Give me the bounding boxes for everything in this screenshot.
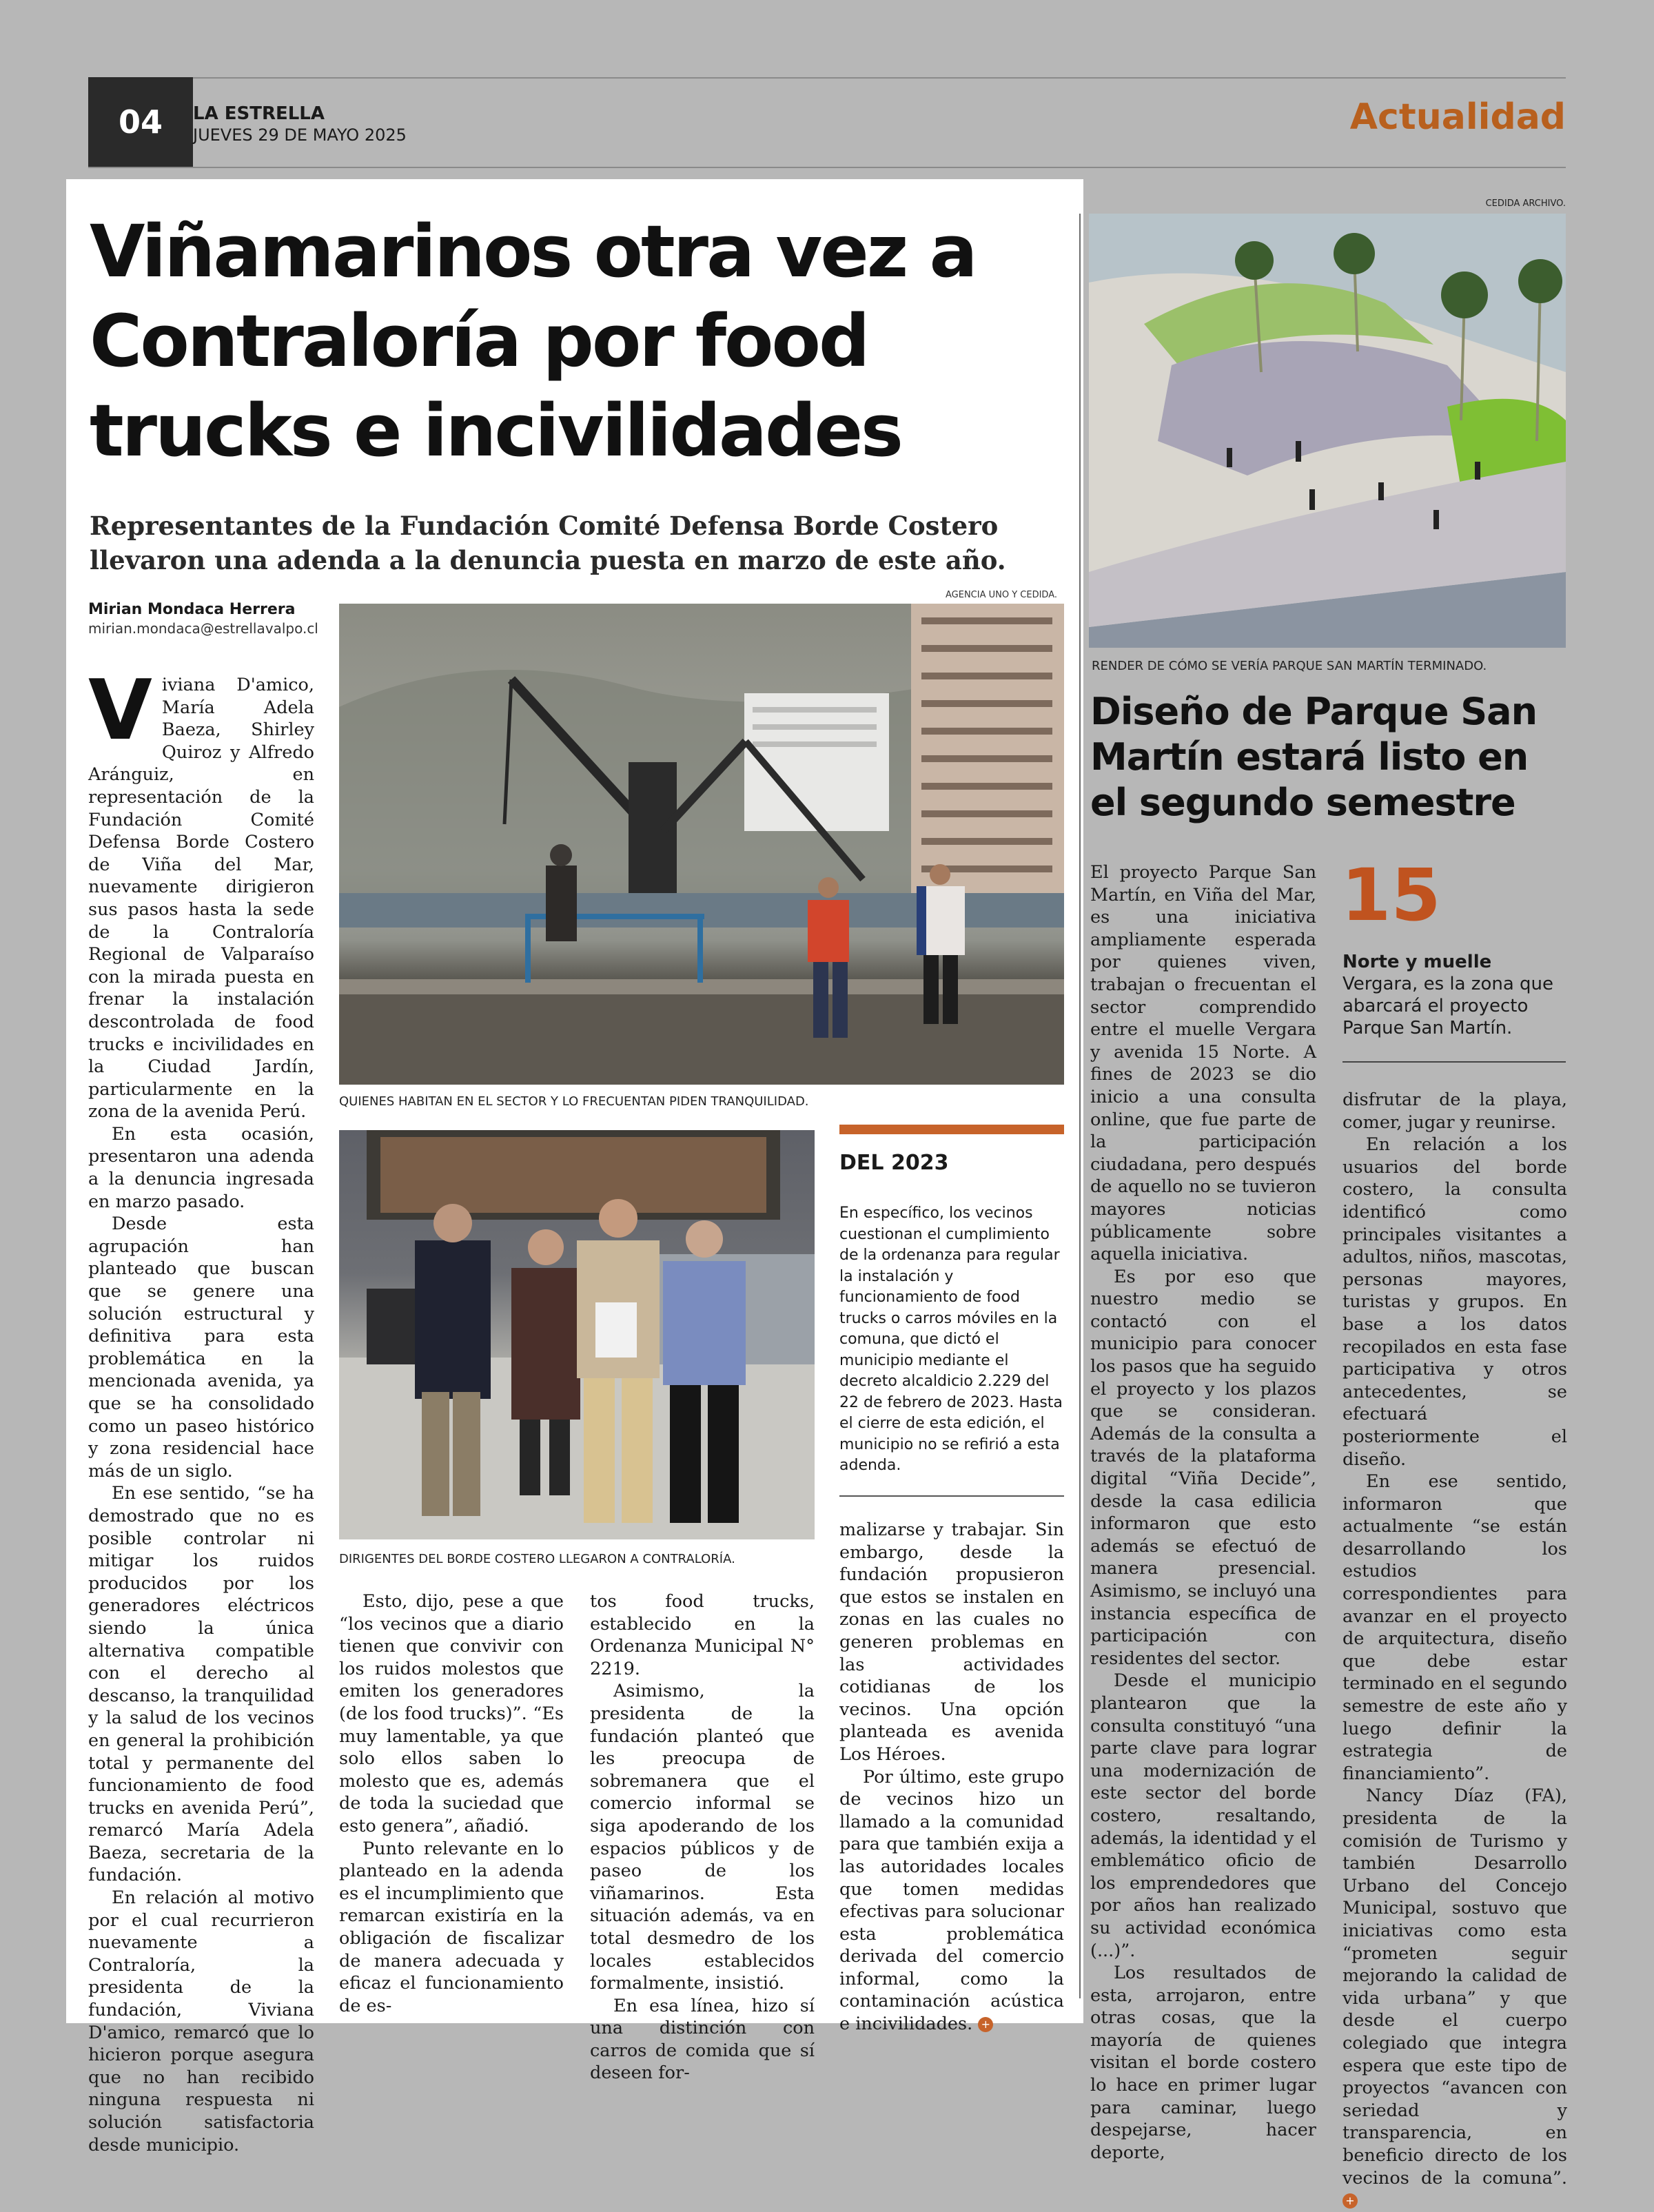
dropcap: V bbox=[88, 663, 152, 759]
paragraph: Desde esta agrupación han planteado que buscan que se genere una solución estructural y definitiva para esta problemática en la mencionada avenida, ya que se ha consolidado como un paseo histórico y zona residencial hace más de un siglo. bbox=[88, 1213, 314, 1482]
main-body-column-4 bbox=[839, 1519, 1064, 2036]
paper-name: LA ESTRELLA bbox=[193, 103, 325, 124]
paragraph: malizarse y trabajar. Sin embargo, desde la fundación propusieron que estos se instalen en zonas en las cuales no generen problemas en las actividades cotidianas de los vecinos. Una opción planteada es avenida Los Héroes. bbox=[839, 1519, 1064, 1765]
stat-fact bbox=[1342, 951, 1567, 1039]
main-body-column-2 bbox=[339, 1590, 564, 2017]
header-top-rule bbox=[88, 77, 1566, 79]
side-body-column-1 bbox=[1090, 861, 1316, 2164]
paragraph: El proyecto Parque San Martín, en Viña del Mar, es una iniciativa ampliamente esperada por quienes viven, trabajan o frecuentan el sector comprendido entre el muelle Vergara y avenida 15 Norte. A fines de 2023 se dio inicio a una consulta online, que fue parte de la participación ciudadana, pero después de aquello no se tuvieron mayores noticias públicamente sobre aquella iniciativa. bbox=[1090, 862, 1316, 1265]
side-body-column-2 bbox=[1342, 1089, 1567, 2212]
render-credit: CEDIDA ARCHIVO. bbox=[1485, 198, 1566, 209]
main-headline: Viñamarinos otra vez a Contraloría por food trucks e incivilidades bbox=[90, 209, 976, 473]
stat-fact-bold: Norte y muelle bbox=[1342, 952, 1492, 972]
column-divider bbox=[1079, 214, 1081, 1998]
author-name: Mirian Mondaca Herrera bbox=[88, 601, 296, 618]
author-email: mirian.mondaca@estrellavalpo.cl bbox=[88, 620, 318, 637]
issue-date: JUEVES 29 DE MAYO 2025 bbox=[193, 125, 407, 145]
main-body-column-1 bbox=[88, 663, 314, 2156]
stat-number: 15 bbox=[1341, 853, 1441, 937]
stat-fact-text: Vergara, es la zona que abarcará el proyecto Parque San Martín. bbox=[1342, 974, 1554, 1038]
paragraph: Por último, este grupo de vecinos hizo un llamado a la comunidad para que también exija a las autoridades locales que tomen medidas efectivas para solucionar esta problemática derivada del comercio informal, como la contaminación acústica e incivilidades. bbox=[839, 1766, 1064, 2035]
paragraph: Desde el municipio plantearon que la consulta constituyó “una parte clave para lograr una modernización de este sector del borde costero, resaltando, además, la identidad y el emblemático oficio de los emprendedores que por años han realizado su actividad económica (...)”. bbox=[1090, 1670, 1316, 1961]
paragraph: iviana D'amico, María Adela Baeza, Shirley Quiroz y Alfredo Aránguiz, en representación de la Fundación Comité Defensa Borde Costero de Viña del Mar, nuevamente dirigieron sus pasos hasta la sede de la Contraloría Regional de Valparaíso con la mirada puesta en frenar la instalación descontrolada de food trucks e incivilidades en la Ciudad Jardín, particularmente en la zona de la avenida Perú. bbox=[88, 675, 314, 1123]
paragraph: Asimismo, la presidenta de la fundación planteó que les preocupa de sobremanera que el comercio informal se siga apoderando de los espacios públicos y de paseo de los viñamarinos. Esta situación además, va en total desmedro de los locales establecidos formalmente, insistió. bbox=[590, 1681, 815, 1994]
end-of-article-icon: + bbox=[1342, 2193, 1358, 2209]
photo1-caption: QUIENES HABITAN EN EL SECTOR Y LO FRECUENTAN PIDEN TRANQUILIDAD. bbox=[339, 1094, 809, 1109]
group-photo-illustration bbox=[339, 1130, 815, 1539]
paragraph: En esta ocasión, presentaron una adenda a la denuncia ingresada en marzo pasado. bbox=[88, 1123, 314, 1212]
paragraph: Punto relevante en lo planteado en la adenda es el incumplimiento que remarcan existiría en la obligación de fiscalizar de manera adecuada y eficaz el funcionamiento de es- bbox=[339, 1838, 564, 2016]
paragraph: En relación al motivo por el cual recurrieron nuevamente a Contraloría, la presidenta de la fundación, Viviana D'amico, remarcó que lo hicieron porque asegura que no han recibido ninguna respuesta ni solución satisfactoria desde municipio. bbox=[88, 1887, 314, 2155]
render-caption: RENDER DE CÓMO SE VERÍA PARQUE SAN MARTÍN TERMINADO. bbox=[1092, 659, 1487, 673]
sidebar-bottom-rule bbox=[839, 1495, 1064, 1497]
photo2-caption: DIRIGENTES DEL BORDE COSTERO LLEGARON A CONTRALORÍA. bbox=[339, 1552, 735, 1566]
paragraph: Los resultados de esta, arrojaron, entre otras cosas, que la mayoría de quienes visitan el borde costero lo hace en primer lugar para caminar, luego despejarse, hacer deporte, bbox=[1090, 1963, 1316, 2163]
waterfront-photo-illustration bbox=[339, 604, 1064, 1085]
stat-fact-rule bbox=[1342, 1061, 1566, 1063]
paragraph: Es por eso que nuestro medio se contactó con el municipio para conocer los pasos que ha seguido el proyecto y los plazos que se consideran. Además de la consulta a través de la plataforma digital “Viña Decide”, desde la casa edilicia informaron que esto además se efectuó de manera presencial. Asimismo, se incluyó una instancia específica de participación con residentes del sector. bbox=[1090, 1266, 1316, 1669]
paragraph: En esa línea, hizo sí una distinción con carros de comida que sí deseen for- bbox=[590, 1995, 815, 2084]
sidebar-title: DEL 2023 bbox=[839, 1151, 949, 1175]
group-photo bbox=[339, 1130, 815, 1539]
paragraph: tos food trucks, establecido en la Ordenanza Municipal N° 2219. bbox=[590, 1591, 815, 1679]
paragraph: disfrutar de la playa, comer, jugar y reunirse. bbox=[1342, 1089, 1567, 1133]
paragraph: En ese sentido, informaron que actualmente “se están desarrollando los estudios correspondientes para avanzar en el proyecto de arquitectura, diseño que debe estar terminado en el segundo semestre de este año y luego definir la estrategia de financiamiento”. bbox=[1342, 1471, 1567, 1784]
sidebar-text: En específico, los vecinos cuestionan el cumplimiento de la ordenanza para regular la instalación y funcionamiento de food trucks o carros móviles en la comuna, que dictó el municipio mediante el decreto alcaldicio 2.229 del 22 de febrero de 2023. Hasta el cierre de esta edición, el municipio no se refirió a esta adenda. bbox=[839, 1205, 1063, 1474]
main-body-column-3 bbox=[590, 1590, 815, 2085]
park-render-image bbox=[1089, 214, 1566, 648]
header-bottom-rule bbox=[88, 167, 1566, 168]
waterfront-photo bbox=[339, 604, 1064, 1085]
photo1-credit: AGENCIA UNO Y CEDIDA. bbox=[946, 590, 1058, 600]
paragraph: En relación a los usuarios del borde costero, la consulta identificó como principales visitantes a adultos, niños, mascotas, personas mayores, turistas y grupos. En base a los datos recopilados en esta fase participativa y otros antecedentes, se efectuará posteriormente el diseño. bbox=[1342, 1134, 1567, 1470]
side-headline: Diseño de Parque San Martín estará listo en el segundo semestre bbox=[1090, 690, 1538, 824]
paragraph: Nancy Díaz (FA), presidenta de la comisión de Turismo y también Desarrollo Urbano del Concejo Municipal, sostuvo que iniciativas como esta “prometen seguir mejorando la calidad de vida urbana” y que desde el cuerpo colegiado que integra espera que este tipo de proyectos “avancen con seriedad y transparencia, en beneficio directo de los vecinos de la comuna”. bbox=[1342, 1785, 1567, 2189]
section-label: Actualidad bbox=[1349, 96, 1566, 138]
paragraph: En ese sentido, “se ha demostrado que no es posible controlar ni mitigar los ruidos producidos por los generadores eléctricos siendo la única alternativa compatible con el derecho al descanso, la tranquilidad y la salud de los vecinos en general la prohibición total y permanente del funcionamiento de food trucks en avenida Perú”, remarcó María Adela Baeza, secretaria de la fundación. bbox=[88, 1483, 314, 1886]
page-number: 04 bbox=[88, 77, 193, 167]
paragraph: Esto, dijo, pese a que “los vecinos que a diario tienen que convivir con los ruidos molestos que emiten los generadores (de los food trucks)”. “Es muy lamentable, ya que solo ellos saben lo molesto que es, además de toda la suciedad que esto genera”, añadió. bbox=[339, 1591, 564, 1836]
sidebar-accent-rule bbox=[839, 1125, 1064, 1134]
main-subhead: Representantes de la Fundación Comité Defensa Borde Costero llevaron una adenda a la denuncia puesta en marzo de este año. bbox=[90, 511, 1006, 575]
end-of-article-icon: + bbox=[978, 2017, 993, 2032]
park-render-illustration bbox=[1089, 214, 1566, 648]
